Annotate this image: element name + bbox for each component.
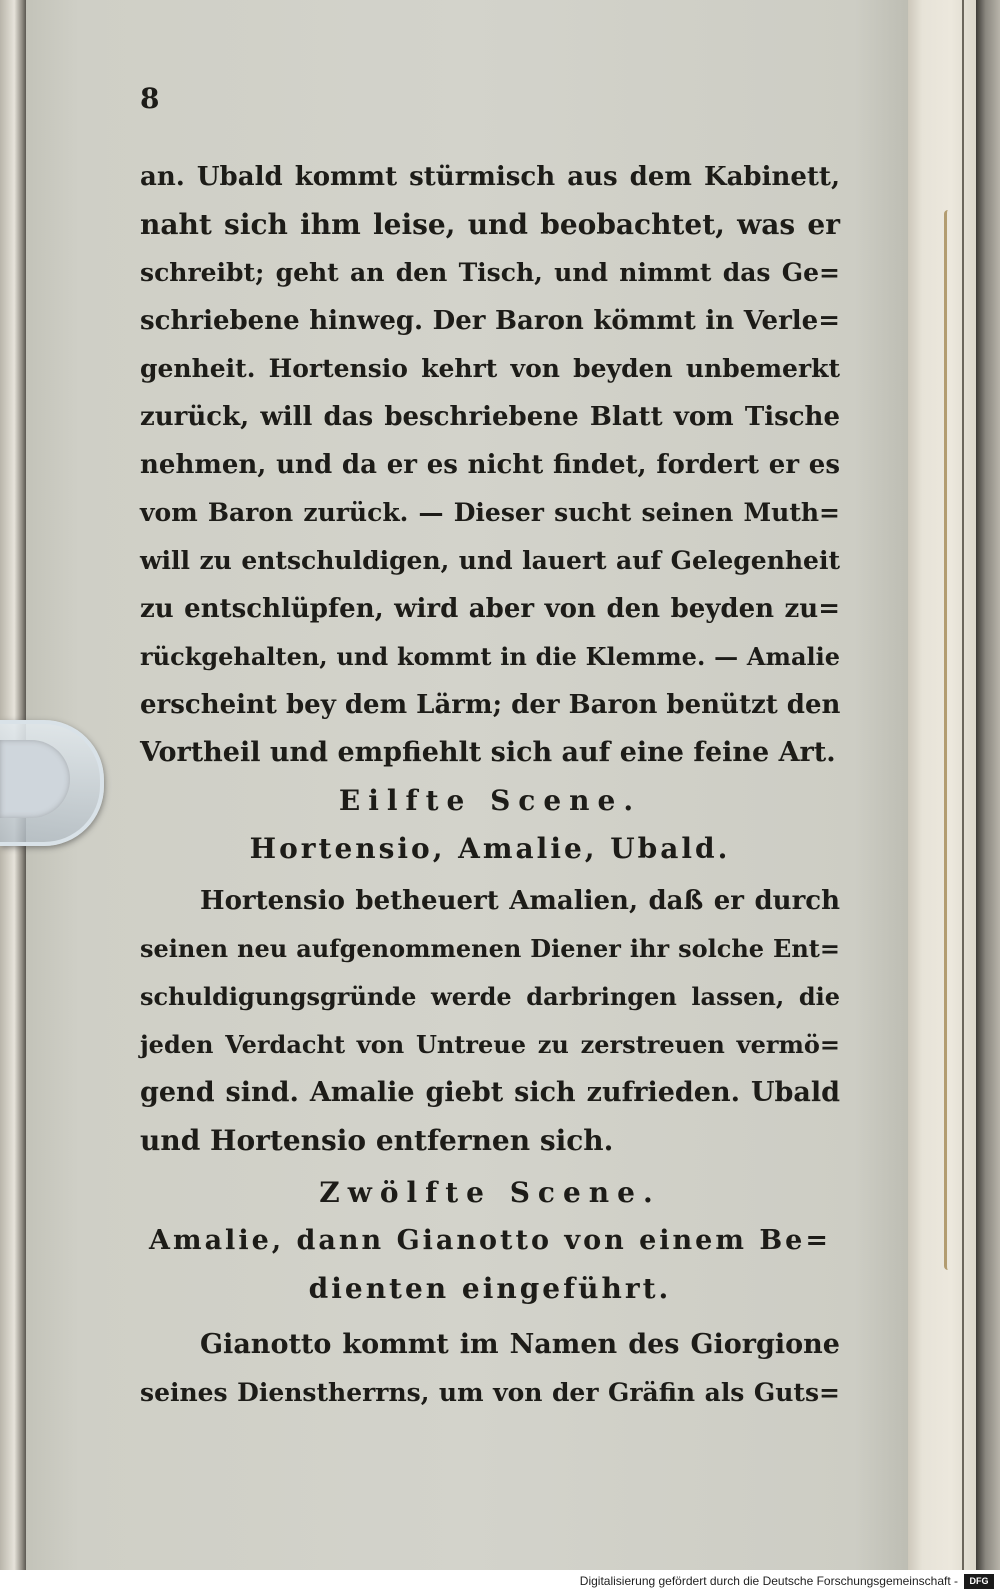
footer-bar — [0, 1570, 1000, 1594]
text-line: seines Dienstherrns, um von der Gräfin als Guts= — [140, 1378, 840, 1407]
text-line: gend sind. Amalie giebt sich zufrieden. Ubald — [140, 1077, 840, 1108]
text-line: Hortensio betheuert Amalien, daß er durch — [200, 886, 840, 916]
cover-edge-line — [962, 0, 964, 1570]
binding-thread — [944, 210, 953, 1270]
text-line: Gianotto kommt im Namen des Giorgione — [200, 1329, 840, 1360]
scene-characters: Amalie, dann Gianotto von einem Be= — [149, 1225, 831, 1256]
scene-characters: dienten eingeführt. — [308, 1272, 672, 1305]
cover-spine-shadow — [976, 0, 1000, 1570]
scene-characters: Hortensio, Amalie, Ubald. — [249, 832, 731, 865]
text-line: naht sich ihm leise, und beobachtet, was er — [140, 208, 840, 241]
text-line: schriebene hinweg. Der Baron kömmt in Verle= — [140, 306, 840, 336]
text-line: rückgehalten, und kommt in die Klemme. — Amalie — [140, 642, 840, 671]
scene-heading: Zwölfte Scene. — [319, 1176, 661, 1209]
text-line: an. Ubald kommt stürmisch aus dem Kabinett, — [140, 162, 840, 192]
text-line: und Hortensio entfernen sich. — [140, 1124, 614, 1157]
page-clip-inner — [0, 740, 70, 818]
text-line: erscheint bey dem Lärm; der Baron benützt den — [140, 690, 841, 720]
text-line: will zu entschuldigen, und lauert auf Gelegenheit — [140, 546, 840, 575]
scene-heading: Eilfte Scene. — [338, 784, 642, 817]
text-line: seinen neu aufgenommenen Diener ihr solche Ent= — [140, 934, 840, 963]
text-line: zu entschlüpfen, wird aber von den beyden zu= — [140, 594, 840, 624]
text-line: zurück, will das beschriebene Blatt vom Tische — [140, 402, 840, 432]
text-line: genheit. Hortensio kehrt von beyden unbemerkt — [140, 354, 840, 383]
text-line: schreibt; geht an den Tisch, und nimmt das Ge= — [140, 258, 840, 287]
dfg-logo: DFG — [964, 1574, 994, 1589]
text-line: Vortheil und empfiehlt sich auf eine feine Art. — [140, 737, 836, 768]
page-number: 8 — [140, 82, 160, 115]
funding-notice: Digitalisierung gefördert durch die Deutsche Forschungsgemeinschaft - — [579, 1574, 958, 1588]
text-line: schuldigungsgründe werde darbringen lassen, die — [140, 982, 840, 1011]
text-line: nehmen, und da er es nicht findet, fordert er es — [140, 450, 840, 480]
text-line: jeden Verdacht von Untreue zu zerstreuen vermö= — [140, 1030, 840, 1059]
text-line: vom Baron zurück. — Dieser sucht seinen Muth= — [140, 498, 840, 527]
